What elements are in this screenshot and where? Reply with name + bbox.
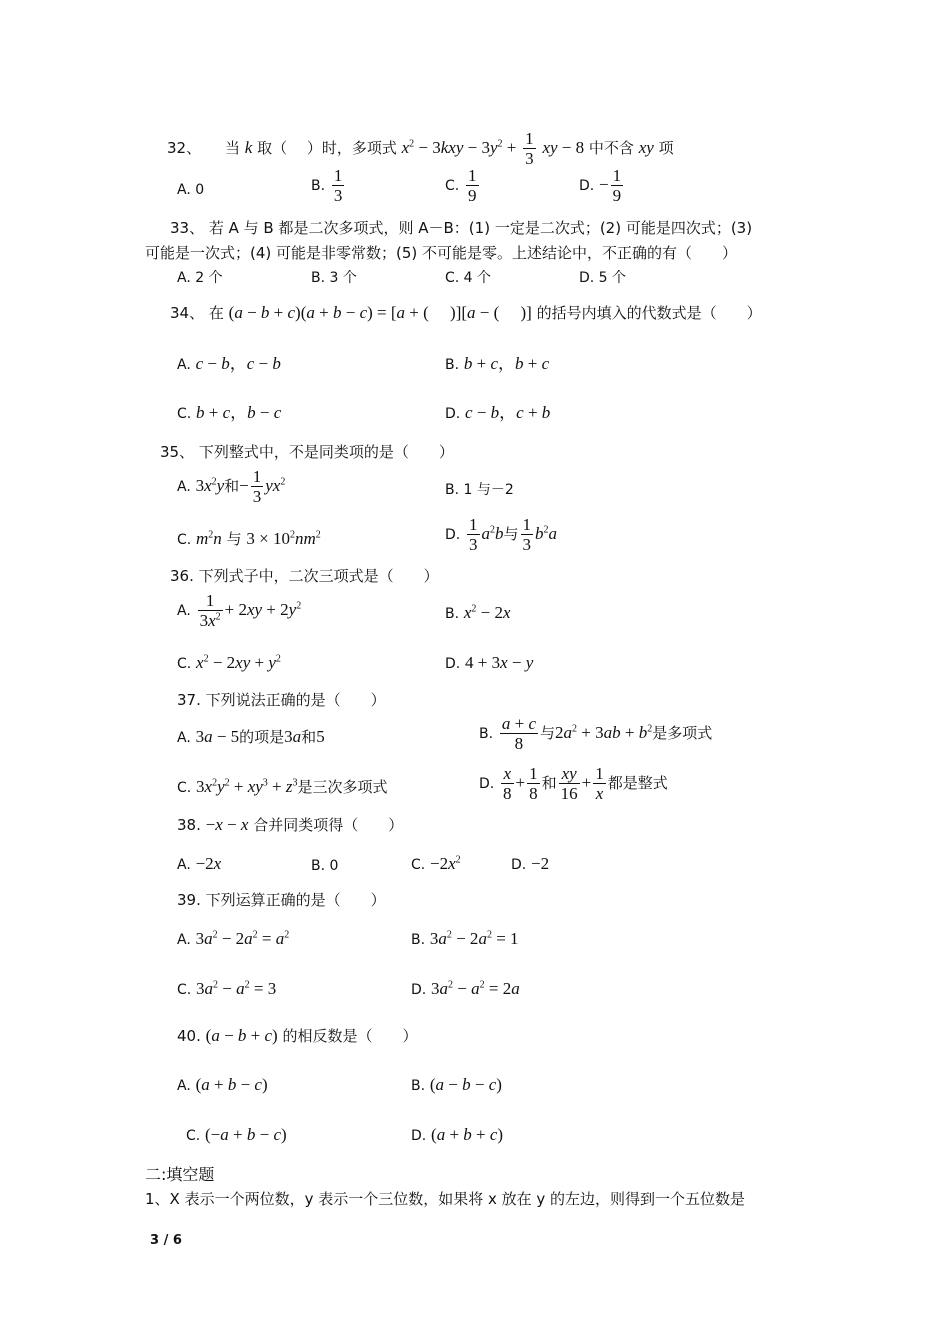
q35-option-b[interactable]: B. 1 与－2 [445,482,514,498]
q39-option-a[interactable]: A. $3a^2 - 2a^2 = a^2$ [177,929,290,948]
q34-option-a[interactable]: A. c − b，c − b [177,354,281,373]
q36-option-a[interactable]: A. $\frac{1}{3x^2}$ + $2xy + 2y^2$ [177,591,302,630]
q32-option-d[interactable]: D. − $\frac{1}{9}$ [579,166,622,205]
q33-option-c[interactable]: C. 4 个 [445,270,492,286]
q38-option-a[interactable]: A. −2x [177,854,222,873]
q38-stem: 38. −x − x 合并同类项得（ ） [177,815,404,834]
q35-option-c[interactable]: C. $m^2n$ 与 $3 \times 10^2nm^2$ [177,529,321,548]
q36-option-b[interactable]: B. $x^2 - 2x$ [445,603,511,622]
q35-stem: 35、 下列整式中，不是同类项的是（ ） [160,443,454,461]
q32-option-a[interactable]: A. 0 [177,182,205,198]
q37-option-b[interactable]: B. $\frac{a + c}{8}$ 与$2a^2 + 3ab + b^2$是多项式 [479,714,713,753]
q39-option-d[interactable]: D. $3a^2 - a^2 = 2a$ [411,979,520,998]
q33-option-a[interactable]: A. 2 个 [177,270,223,286]
q34-option-c[interactable]: C. b + c，b − c [177,403,282,422]
q39-option-c[interactable]: C. $3a^2 - a^2 = 3$ [177,979,277,998]
q37-option-d[interactable]: D. $\frac{x}{8}$ + $\frac{1}{8}$ 和 $\frac{xy}{16}$ + $\frac{1}{x}$ 都是整式 [479,764,668,803]
q40-option-a[interactable]: A. (a + b − c) [177,1075,268,1094]
q40-option-d[interactable]: D. (a + b + c) [411,1125,504,1144]
section-title-fill-in: 二:填空题 [145,1165,215,1184]
q37-option-a[interactable]: A. 3a − 5的项是3a和5 [177,727,325,746]
q36-option-d[interactable]: D. 4 + 3x − y [445,653,534,672]
q39-stem: 39. 下列运算正确的是（ ） [177,891,386,909]
q36-option-c[interactable]: C. $x^2 - 2xy + y^2$ [177,653,281,672]
page-number: 3 / 6 [150,1233,182,1248]
q32-stem: 32、 当 k 取（ ）时，多项式 $x^2 - 3kxy - 3y^2$ + $\frac{1}{3}$ xy − 8 中不含 xy 项 [167,129,674,168]
q40-option-b[interactable]: B. (a − b − c) [411,1075,502,1094]
q37-stem: 37. 下列说法正确的是（ ） [177,691,386,709]
q33-option-b[interactable]: B. 3 个 [311,270,357,286]
q32-option-c[interactable]: C. $\frac{1}{9}$ [445,166,477,205]
q38-option-d[interactable]: D. −2 [511,854,550,873]
q36-stem: 36. 下列式子中，二次三项式是（ ） [170,567,439,585]
q34-option-b[interactable]: B. b + c，b + c [445,354,550,373]
q34-option-d[interactable]: D. c − b，c + b [445,403,551,422]
q32-option-b[interactable]: B. $\frac{1}{3}$ [311,166,343,205]
q38-option-c[interactable]: C. $-2x^2$ [411,854,461,873]
q40-stem: 40. (a − b + c) 的相反数是（ ） [177,1026,418,1045]
q34-stem: 34、 在 (a − b + c)(a + b − c) = [a + ( )][a − ( )] 的括号内填入的代数式是（ ） [170,303,762,322]
q35-option-a[interactable]: A. $3x^2y$和− $\frac{1}{3}$ $yx^2$ [177,467,286,506]
q40-option-c[interactable]: C. (−a + b − c) [186,1125,287,1144]
fill-in-question-1: 1、X 表示一个两位数，y 表示一个三位数，如果将 x 放在 y 的左边，则得到一个五位数是 [145,1190,746,1208]
q35-option-d[interactable]: D. $\frac{1}{3}$ $a^2b$与 $\frac{1}{3}$ $b^2a$ [445,515,558,554]
q33-option-d[interactable]: D. 5 个 [579,270,627,286]
q37-option-c[interactable]: C. $3x^2y^2 + xy^3 + z^3$是三次多项式 [177,777,388,796]
q33-stem-line1: 33、 若 A 与 B 都是二次多项式，则 A－B：(1) 一定是二次式；(2) 可能是四次式；(3) [170,219,753,237]
q33-stem-line2: 可能是一次式；(4) 可能是非零常数；(5) 不可能是零。上述结论中，不正确的有（ ） [145,244,738,262]
q38-option-b[interactable]: B. 0 [311,858,339,874]
q39-option-b[interactable]: B. $3a^2 - 2a^2 = 1$ [411,929,519,948]
